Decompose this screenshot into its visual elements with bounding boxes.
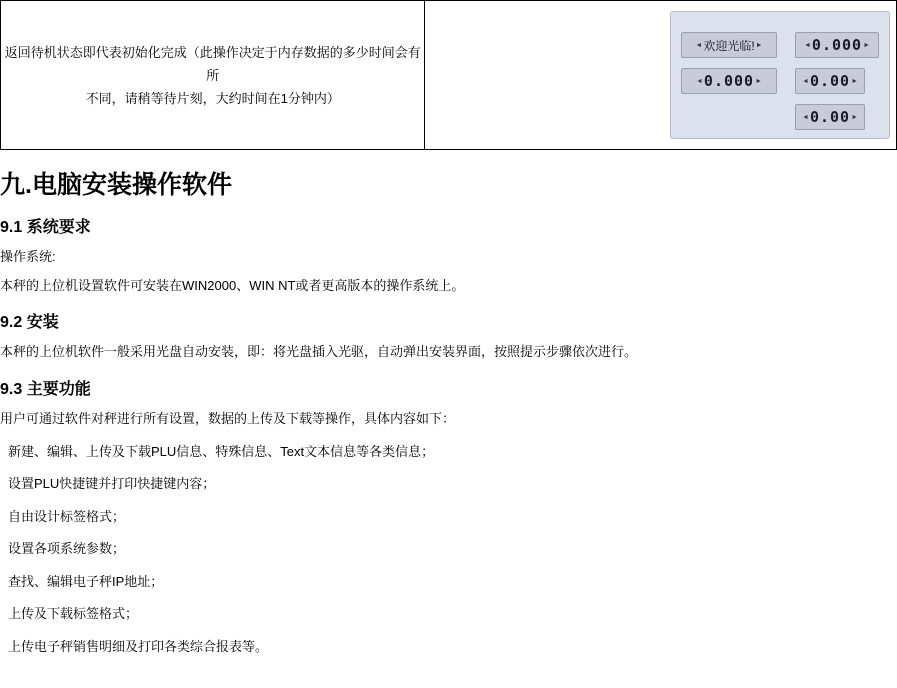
left-arrow-icon: ◄	[802, 113, 809, 121]
lcd-digits-b: 0.000	[703, 71, 755, 90]
note-line-1: 返回待机状态即代表初始化完成（此操作决定于内存数据的多少时间会有所	[4, 44, 421, 83]
section-9-1-paragraph-1: 操作系统:	[0, 249, 56, 265]
feature-item: 自由设计标签格式；	[8, 508, 126, 524]
section-9-2-paragraph-1: 本秤的上位机软件一般采用光盘自动安装，即：将光盘插入光驱，自动弹出安装界面，按照提示步骤依次进行。	[0, 344, 638, 360]
lcd-welcome-display	[681, 32, 777, 58]
left-arrow-icon: ◄	[802, 77, 809, 85]
feature-item: 上传电子秤销售明细及打印各类综合报表等。	[8, 638, 269, 654]
feature-item: 查找、编辑电子秤IP地址；	[8, 573, 164, 589]
lcd-digits-c: 0.00	[809, 71, 851, 90]
left-arrow-icon: ◄	[695, 41, 703, 49]
section-9-3-paragraph-1: 用户可通过软件对秤进行所有设置，数据的上传及下载等操作，具体内容如下：	[0, 411, 456, 427]
chapter-title: 九.电脑安装操作软件	[0, 171, 232, 199]
lcd-display-a	[795, 32, 879, 58]
top-info-table	[0, 0, 897, 150]
lcd-display-d	[795, 104, 865, 130]
lcd-display-c	[795, 68, 865, 94]
right-arrow-icon: ►	[863, 41, 871, 49]
left-arrow-icon: ◄	[695, 77, 703, 85]
lcd-display-b	[681, 68, 777, 94]
table-cell-note	[1, 1, 425, 150]
section-heading-9-2: 9.2 安装	[0, 314, 59, 332]
left-arrow-icon: ◄	[803, 41, 811, 49]
section-heading-9-1: 9.1 系统要求	[0, 219, 91, 236]
lcd-digits-a: 0.000	[811, 35, 863, 54]
section-9-1-paragraph-2: 本秤的上位机设置软件可安装在WIN2000、WIN NT或者更高版本的操作系统上。	[0, 277, 465, 293]
table-cell-device-image	[425, 1, 897, 150]
feature-item: 新建、编辑、上传及下载PLU信息、特殊信息、Text文本信息等各类信息；	[8, 443, 435, 459]
table-row	[1, 1, 897, 150]
feature-item: 上传及下载标签格式；	[8, 606, 139, 622]
document-body	[0, 150, 897, 669]
right-arrow-icon: ►	[755, 77, 763, 85]
section-heading-9-3: 9.3 主要功能	[0, 380, 91, 398]
note-line-2: 不同，请稍等待片刻，大约时间在1分钟内）	[85, 90, 340, 106]
welcome-text: 欢迎光临!	[703, 38, 755, 53]
feature-item: 设置各项系统参数；	[8, 541, 126, 557]
scale-device-illustration	[670, 11, 890, 139]
feature-item: 设置PLU快捷键并打印快捷键内容；	[8, 476, 216, 492]
right-arrow-icon: ►	[755, 41, 763, 49]
lcd-digits-d: 0.00	[809, 107, 851, 126]
right-arrow-icon: ►	[851, 113, 858, 121]
right-arrow-icon: ►	[851, 77, 858, 85]
